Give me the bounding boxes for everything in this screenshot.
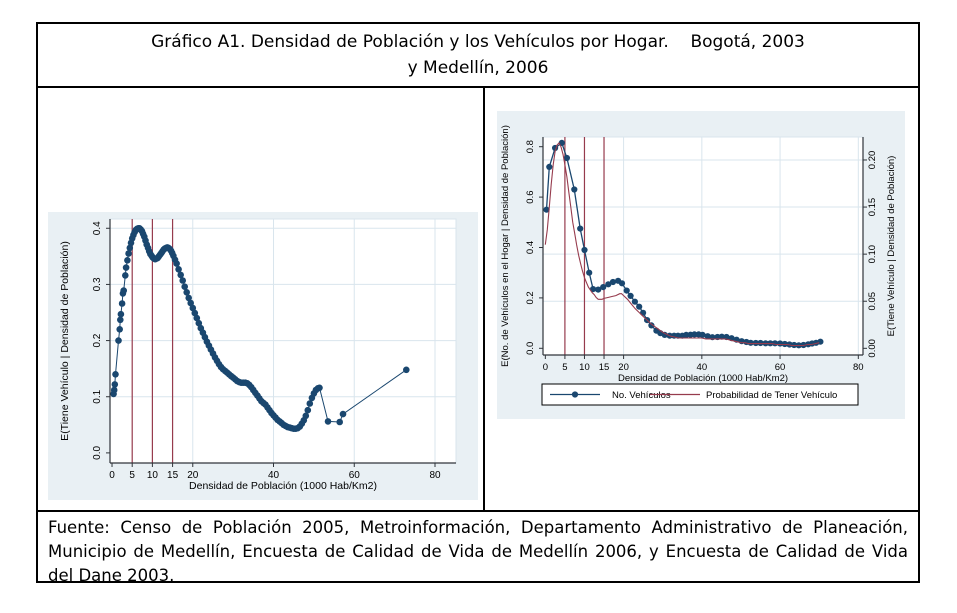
- svg-text:0.15: 0.15: [867, 197, 878, 217]
- y2-axis-title: E(Tiene Vehículo | Densidad de Población): [886, 155, 897, 337]
- svg-text:0.0: 0.0: [525, 341, 536, 355]
- figure-title: [38, 24, 918, 88]
- svg-text:0.8: 0.8: [525, 140, 536, 154]
- svg-text:0.4: 0.4: [92, 221, 103, 236]
- svg-text:0.6: 0.6: [525, 190, 536, 204]
- svg-text:40: 40: [696, 362, 708, 373]
- svg-text:60: 60: [774, 362, 786, 373]
- svg-text:0.3: 0.3: [92, 277, 103, 292]
- svg-text:15: 15: [167, 470, 179, 481]
- bogota-density-vehicles-chart: [48, 212, 478, 500]
- figure-title-line2: y Medellín, 2006: [407, 58, 549, 78]
- svg-text:20: 20: [187, 470, 199, 481]
- x-axis-title: Densidad de Población (1000 Hab/Km2): [189, 480, 377, 492]
- svg-text:0.2: 0.2: [525, 291, 536, 305]
- svg-text:15: 15: [598, 362, 610, 373]
- svg-text:0: 0: [109, 470, 115, 481]
- svg-text:80: 80: [853, 362, 864, 373]
- y-axis-title: E(No. de Vehículos en el Hogar | Densidad de Población): [500, 125, 511, 367]
- svg-text:0.10: 0.10: [867, 244, 878, 264]
- svg-text:0.2: 0.2: [92, 333, 103, 348]
- x-axis-title: Densidad de Población (1000 Hab/Km2): [617, 373, 789, 384]
- svg-text:10: 10: [579, 362, 590, 373]
- y-axis-title: E(Tiene Vehículo | Densidad de Población): [59, 241, 71, 441]
- svg-text:5: 5: [562, 362, 568, 373]
- svg-text:0.00: 0.00: [867, 339, 878, 358]
- svg-text:0.0: 0.0: [92, 445, 103, 460]
- svg-text:60: 60: [348, 470, 360, 481]
- svg-text:0: 0: [542, 362, 548, 373]
- svg-text:20: 20: [618, 362, 629, 373]
- svg-text:40: 40: [267, 470, 280, 481]
- svg-text:80: 80: [429, 470, 441, 481]
- svg-text:0.1: 0.1: [92, 389, 103, 404]
- figure-table: [36, 22, 920, 583]
- svg-text:0.05: 0.05: [867, 291, 878, 311]
- svg-text:0.4: 0.4: [525, 240, 536, 255]
- legend-label: No. Vehículos: [612, 390, 671, 401]
- svg-text:5: 5: [129, 470, 135, 481]
- figure-title-line1: Gráfico A1. Densidad de Población y los Vehículos por Hogar. Bogotá, 2003: [151, 32, 805, 52]
- cell-divider: [483, 88, 485, 510]
- svg-text:10: 10: [146, 470, 158, 481]
- medellin-density-vehicles-chart: [497, 111, 905, 419]
- svg-text:0.20: 0.20: [867, 150, 878, 170]
- legend-label: Probabilidad de Tener Vehículo: [706, 390, 838, 401]
- figure-source-note: Fuente: Censo de Población 2005, Metroinformación, Departamento Administrativo de Planeación, Municipio de Medellín, Encuesta de Calidad de Vida de Medellín 2006, y Encuesta de Calidad de Vida del Dane 2003.: [38, 510, 918, 581]
